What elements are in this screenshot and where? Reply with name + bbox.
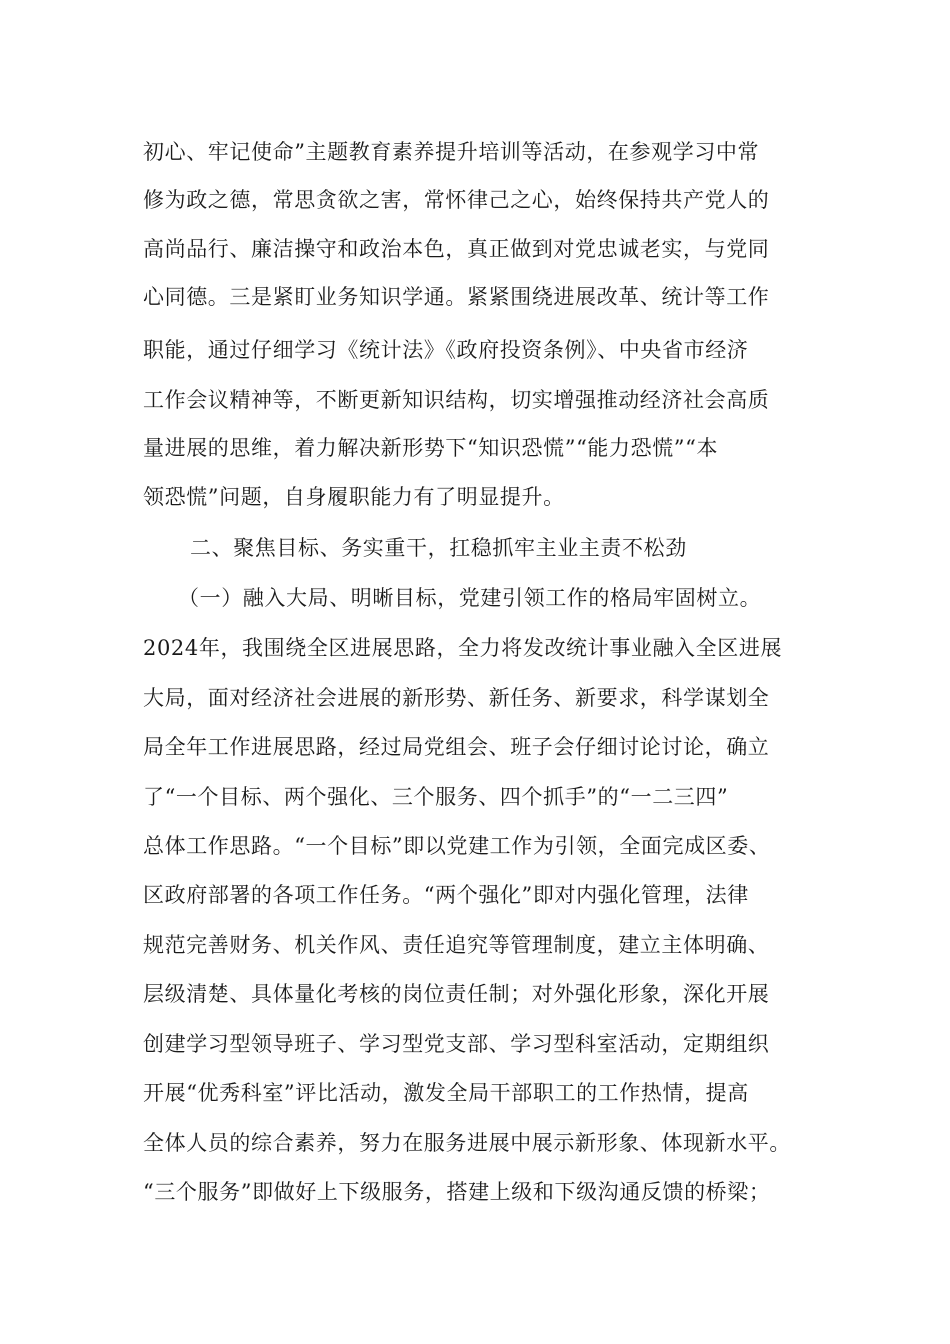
text-line: 全体人员的综合素养，努力在服务进展中展示新形象、体现新水平。 <box>143 1131 791 1155</box>
text-line: 2024年，我围绕全区进展思路，全力将发改统计事业融入全区进展 <box>143 636 783 660</box>
text-line: 层级清楚、具体量化考核的岗位责任制；对外强化形象，深化开展 <box>143 982 770 1006</box>
text-line: “三个服务”即做好上下级服务，搭建上级和下级沟通反馈的桥梁； <box>143 1180 771 1204</box>
text-line: 职能，通过仔细学习《统计法》《政府投资条例》、中央省市经济 <box>143 338 749 362</box>
subsection-heading: （一）融入大局、明晰目标，党建引领工作的格局牢固树立。 <box>178 586 762 610</box>
text-line: 区政府部署的各项工作任务。“两个强化”即对内强化管理，法律 <box>143 883 749 907</box>
text-line: 领恐慌”问题，自身履职能力有了明显提升。 <box>143 485 565 509</box>
text-line: 大局，面对经济社会进展的新形势、新任务、新要求，科学谋划全 <box>143 686 770 710</box>
text-line: 创建学习型领导班子、学习型党支部、学习型科室活动，定期组织 <box>143 1032 770 1056</box>
text-line: 初心、牢记使命”主题教育素养提升培训等活动，在参观学习中常 <box>143 140 760 164</box>
text-line: 工作会议精神等，不断更新知识结构，切实增强推动经济社会高质 <box>143 388 770 412</box>
text-line: 量进展的思维，着力解决新形势下“知识恐慌”“能力恐慌”“本 <box>143 436 719 460</box>
section-heading: 二、聚焦目标、务实重干，扛稳抓牢主业主责不松劲 <box>190 536 687 560</box>
text-line: 规范完善财务、机关作风、责任追究等管理制度，建立主体明确、 <box>143 933 770 957</box>
text-line: 开展“优秀科室”评比活动，激发全局干部职工的工作热情，提高 <box>143 1081 749 1105</box>
text-line: 修为政之德，常思贪欲之害，常怀律己之心，始终保持共产党人的 <box>143 188 770 212</box>
text-line: 心同德。三是紧盯业务知识学通。紧紧围绕进展改革、统计等工作 <box>143 285 770 309</box>
text-line: 局全年工作进展思路，经过局党组会、班子会仔细讨论讨论，确立 <box>143 735 770 759</box>
text-line: 了“一个目标、两个强化、三个服务、四个抓手”的“一二三四” <box>143 785 729 809</box>
text-line: 高尚品行、廉洁操守和政治本色，真正做到对党忠诚老实，与党同 <box>143 237 770 261</box>
text-line: 总体工作思路。“一个目标”即以党建工作为引领，全面完成区委、 <box>143 834 771 858</box>
